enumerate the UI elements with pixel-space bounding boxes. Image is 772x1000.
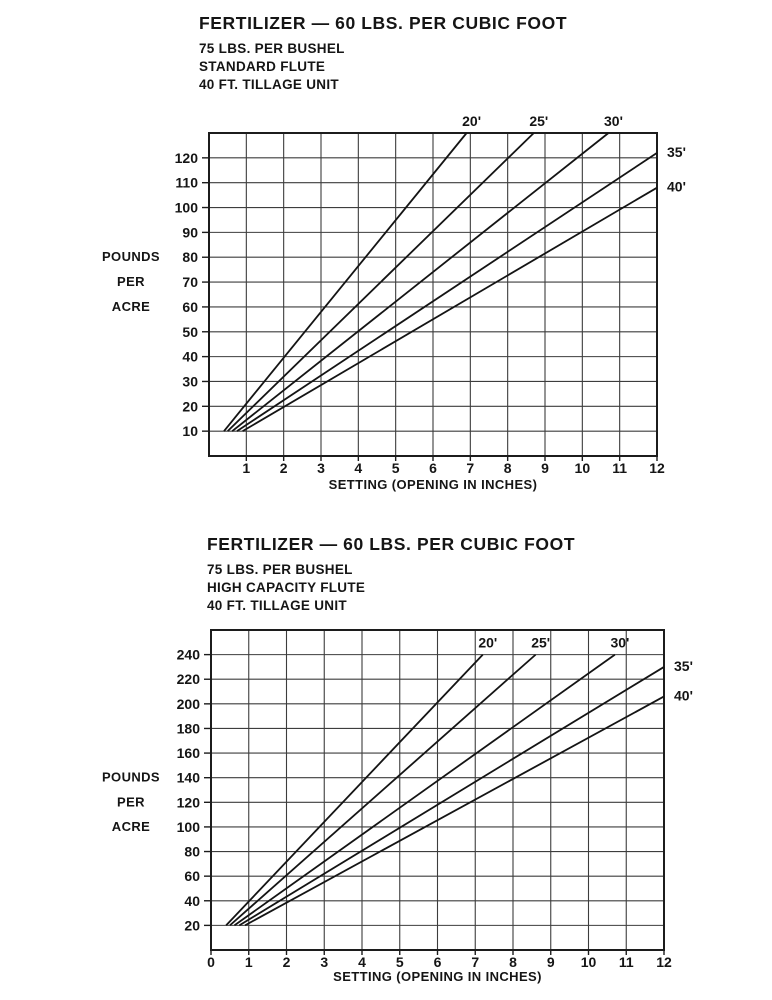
y-axis-caption-line: POUNDS [101,249,161,265]
y-tick-label: 120 [174,149,198,166]
chart-2-title-block [207,534,575,615]
y-tick-label: 140 [176,769,200,786]
chart-2-subtitle-flute: HIGH CAPACITY FLUTE [207,580,366,595]
y-tick-label: 100 [174,199,198,216]
y-tick-label: 40 [182,348,198,365]
y-tick-label: 20 [184,917,200,934]
y-tick-label: 220 [176,671,200,688]
y-axis-caption-line: ACRE [111,298,151,314]
x-tick-label: 10 [574,460,591,476]
x-tick-label: 5 [395,954,404,970]
x-tick-label: 7 [471,954,480,970]
y-tick-label: 200 [176,695,200,712]
chart-1-subtitle-flute: STANDARD FLUTE [199,59,326,74]
chart-1-title: FERTILIZER — 60 LBS. PER CUBIC FOOT [199,13,568,33]
x-tick-label: 1 [244,954,253,970]
y-tick-label: 100 [176,818,200,835]
x-axis-caption: SETTING (OPENING IN INCHES) [328,477,538,492]
y-tick-label: 80 [182,249,198,266]
x-tick-label: 8 [503,460,512,476]
x-tick-label: 6 [433,954,442,970]
series-label-25ft: 25' [531,634,551,651]
x-tick-label: 4 [354,460,363,476]
y-tick-label: 90 [182,224,198,241]
series-label-20ft: 20' [462,113,482,129]
x-tick-label: 9 [546,954,555,970]
y-tick-label: 70 [182,274,198,291]
series-line-30ft [234,655,615,926]
series-label-30ft: 30' [610,634,630,651]
x-tick-label: 9 [541,460,549,476]
x-tick-label: 2 [279,460,288,476]
x-tick-label: 1 [242,460,251,476]
chart-1-subtitle-bushel: 75 LBS. PER BUSHEL [199,41,345,56]
chart-2-subtitle-unit: 40 FT. TILLAGE UNIT [207,598,347,613]
series-label-35ft: 35' [667,143,686,160]
series-label-40ft: 40' [674,687,693,704]
chart-1-canvas [0,98,772,500]
x-tick-label: 8 [509,954,517,970]
series-label-25ft: 25' [529,113,549,129]
y-tick-label: 20 [182,398,198,415]
y-tick-label: 160 [176,745,200,762]
series-label-30ft: 30' [604,113,623,129]
series-label-40ft: 40' [667,178,686,195]
y-tick-label: 50 [182,323,198,340]
x-tick-label: 7 [466,460,475,476]
x-tick-label: 12 [656,954,672,970]
x-tick-label: 3 [317,460,325,476]
x-tick-label: 2 [282,954,291,970]
y-axis-caption-line: ACRE [111,818,151,834]
x-tick-label: 0 [207,954,215,970]
chart-2-title: FERTILIZER — 60 LBS. PER CUBIC FOOT [207,534,576,554]
y-tick-label: 120 [176,794,200,811]
series-line-25ft [230,655,536,926]
chart-2-subtitle-bushel: 75 LBS. PER BUSHEL [207,562,353,577]
x-tick-label: 6 [429,460,437,476]
chart-2-canvas [0,613,772,1000]
x-tick-label: 11 [618,954,634,970]
y-axis-caption-line: PER [117,794,145,810]
y-tick-label: 10 [182,423,198,440]
series-line-35ft [237,153,657,431]
x-tick-label: 3 [320,954,329,970]
x-tick-label: 11 [612,460,628,476]
series-line-40ft [245,696,664,925]
chart-1-title-block [199,13,567,94]
series-label-35ft: 35' [674,657,693,674]
y-axis-caption-line: PER [117,274,145,290]
series-line-20ft [226,655,483,926]
y-tick-label: 180 [176,720,200,737]
x-axis-caption: SETTING (OPENING IN INCHES) [333,969,542,984]
y-tick-label: 60 [182,298,198,315]
y-tick-label: 240 [176,646,200,663]
x-tick-label: 5 [391,460,400,476]
series-label-20ft: 20' [478,634,498,651]
y-tick-label: 30 [182,373,198,390]
series-line-40ft [243,188,657,431]
y-tick-label: 60 [184,868,200,885]
y-tick-label: 80 [184,843,200,860]
y-axis-caption-line: POUNDS [101,769,161,785]
y-tick-label: 110 [175,174,198,191]
x-tick-label: 10 [580,954,597,970]
x-tick-label: 12 [649,460,665,476]
series-line-35ft [239,667,664,925]
chart-1-subtitle-unit: 40 FT. TILLAGE UNIT [199,77,339,92]
y-tick-label: 40 [184,892,200,909]
x-tick-label: 4 [358,954,366,970]
